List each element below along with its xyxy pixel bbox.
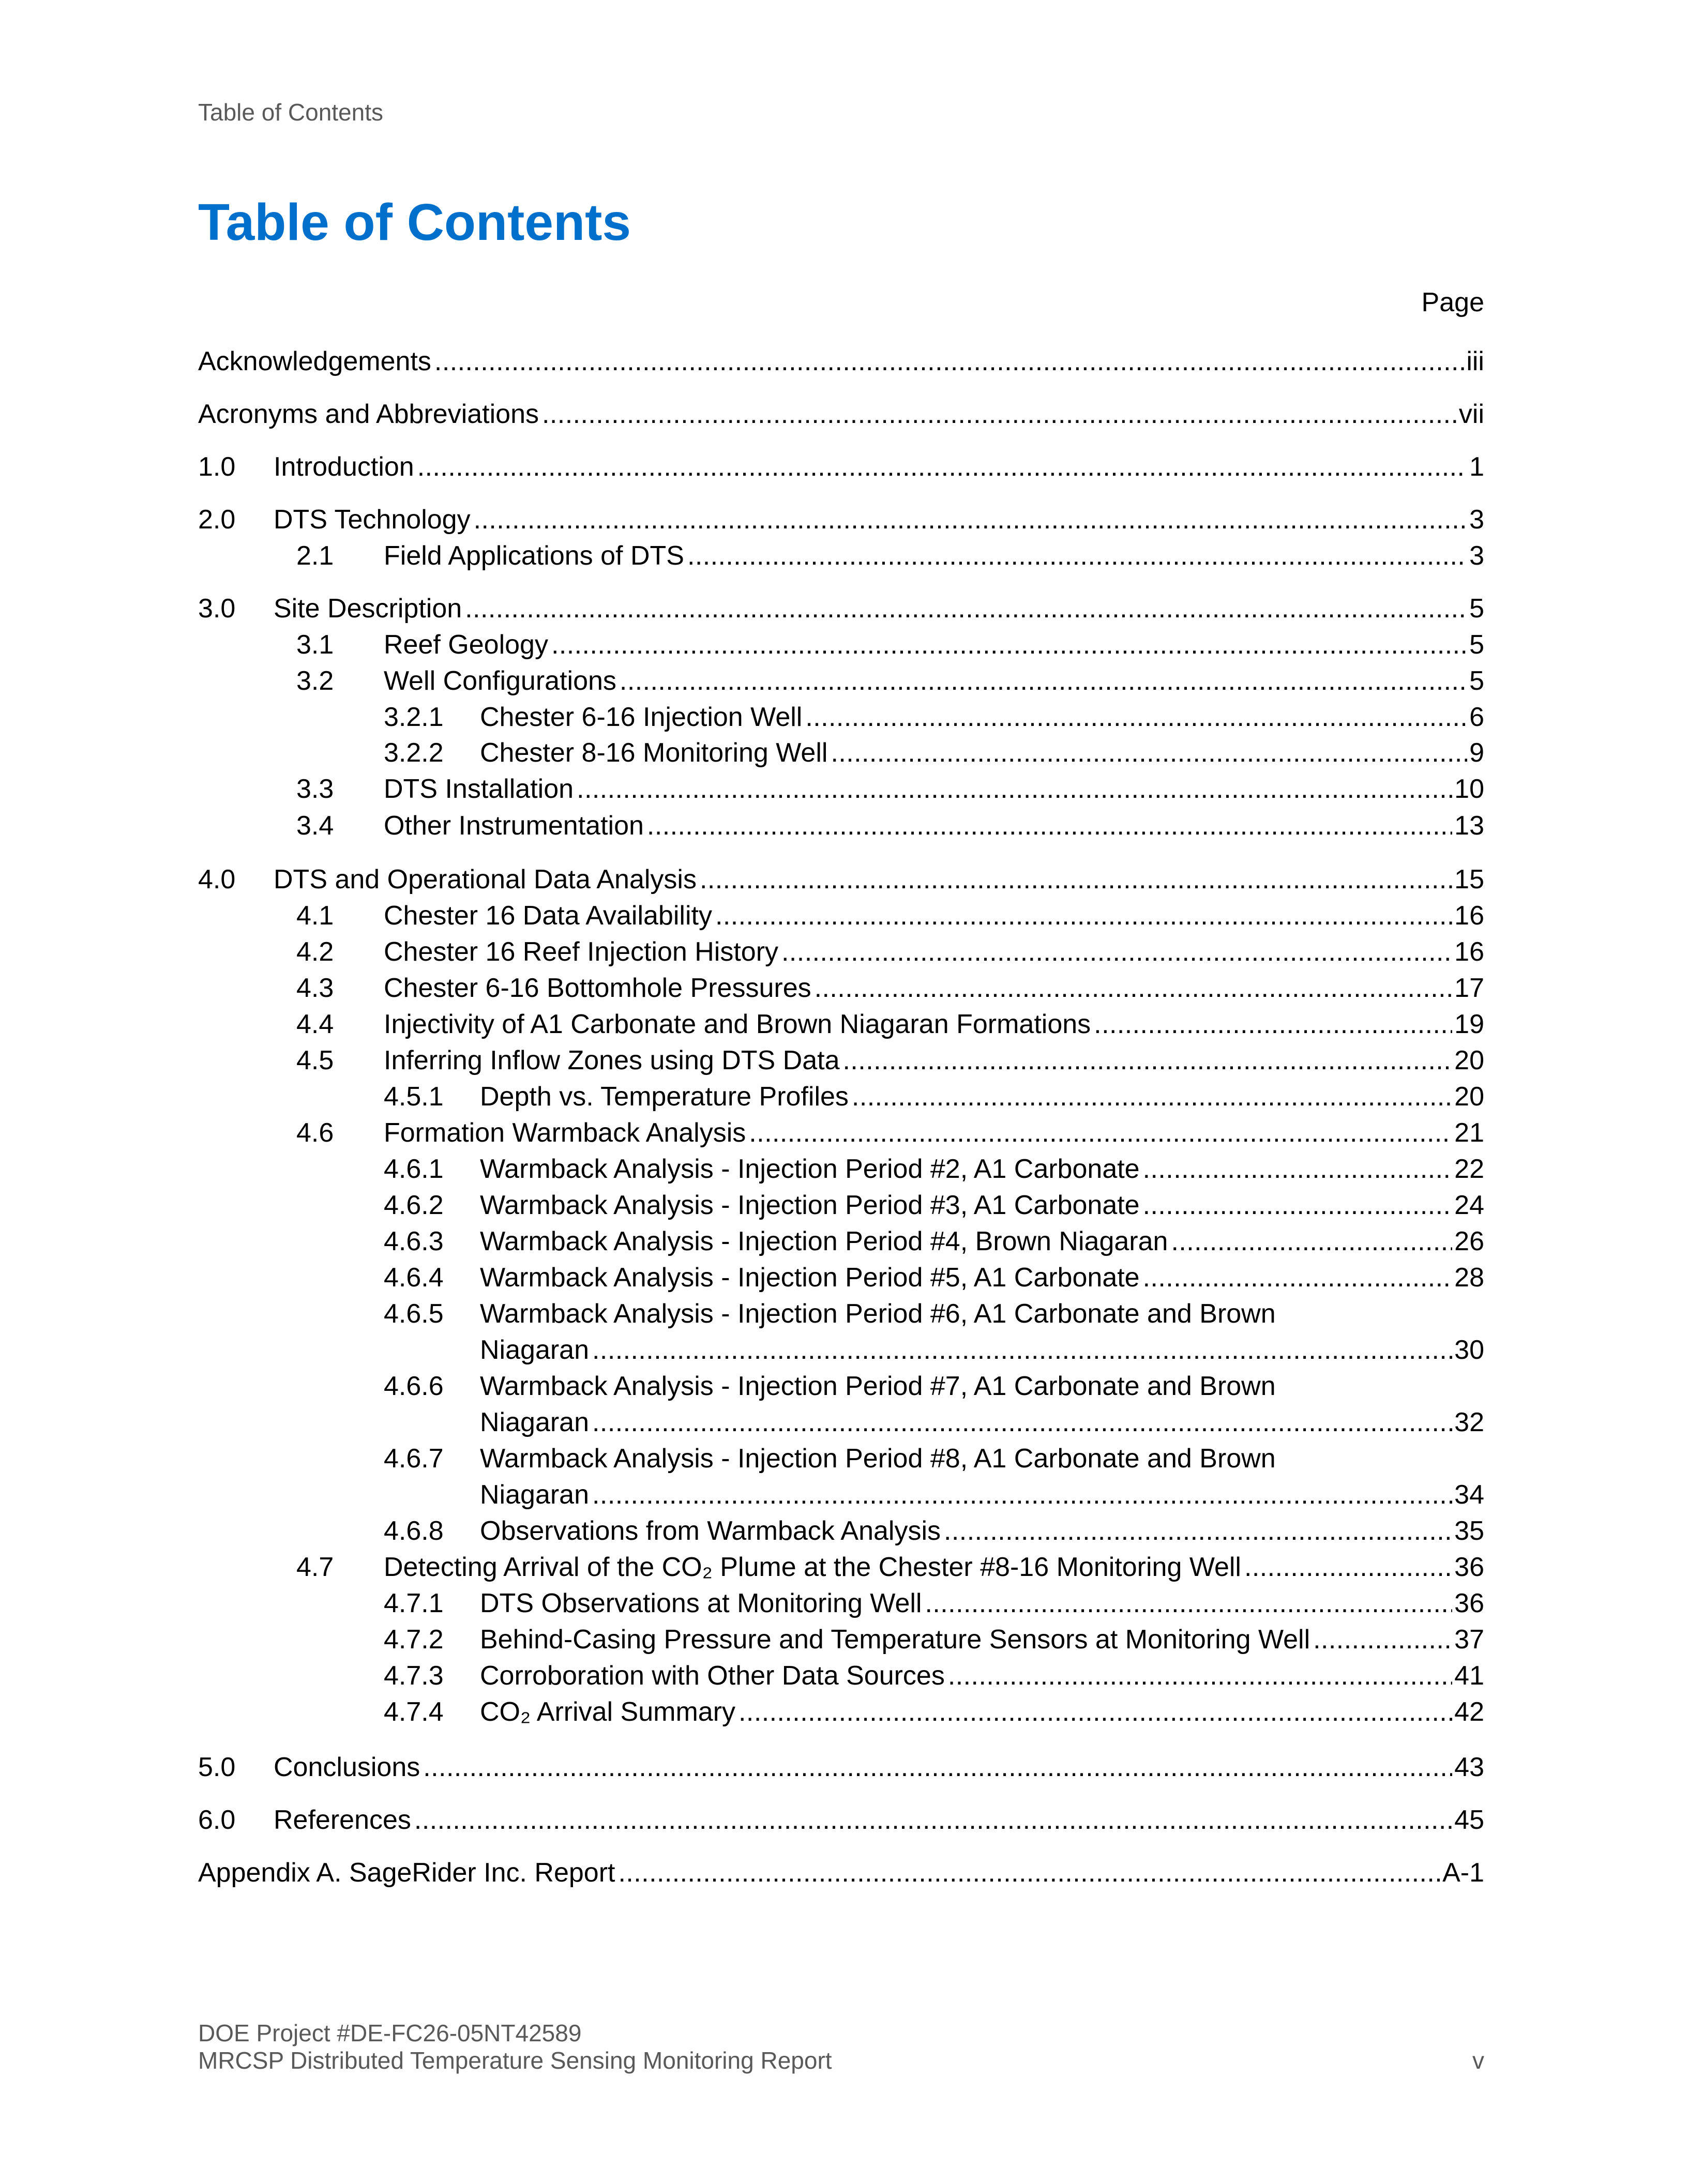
toc-entry[interactable] bbox=[198, 863, 1484, 896]
toc-entry-label[interactable]: Inferring Inflow Zones using DTS Data bbox=[384, 1044, 843, 1076]
footer-project-text: DOE Project #DE-FC26-05NT42589 bbox=[198, 2020, 582, 2046]
toc-entry[interactable] bbox=[198, 665, 1484, 697]
toc-entry[interactable] bbox=[198, 593, 1484, 625]
toc-entry-label[interactable]: Field Applications of DTS bbox=[384, 540, 687, 572]
toc-entry[interactable] bbox=[198, 1370, 1484, 1402]
dot-leader bbox=[781, 936, 1452, 968]
dot-leader bbox=[592, 1479, 1452, 1511]
toc-entry[interactable] bbox=[198, 1660, 1484, 1692]
toc-entry-label[interactable]: Behind-Casing Pressure and Temperature Sensors at Monitoring Well bbox=[480, 1624, 1313, 1656]
toc-entry-number: 3.0 bbox=[198, 594, 236, 624]
toc-entry-page[interactable]: 20 bbox=[1454, 1045, 1484, 1075]
toc-entry[interactable] bbox=[198, 1081, 1484, 1113]
toc-entry-number: 4.6.8 bbox=[384, 1516, 444, 1546]
toc-entry[interactable] bbox=[198, 1624, 1484, 1656]
toc-entry-page[interactable]: 42 bbox=[1454, 1697, 1484, 1727]
toc-entry-label[interactable]: Warmback Analysis - Injection Period #8, A1 Carbonate and Brown bbox=[480, 1443, 1279, 1475]
dot-leader bbox=[474, 504, 1467, 536]
toc-entry-page[interactable]: 32 bbox=[1454, 1407, 1484, 1437]
toc-entry-page[interactable]: vii bbox=[1458, 399, 1484, 429]
toc-entry-number: 4.7.2 bbox=[384, 1625, 444, 1655]
toc-entry-page[interactable]: 10 bbox=[1454, 774, 1484, 804]
toc-entry-page[interactable]: 5 bbox=[1469, 666, 1484, 696]
toc-entry-number: 4.7 bbox=[296, 1552, 334, 1582]
dot-leader bbox=[1143, 1189, 1453, 1221]
toc-entry-label[interactable]: Corroboration with Other Data Sources bbox=[480, 1660, 948, 1692]
toc-entry-number: 3.1 bbox=[296, 630, 334, 660]
toc-entry-label[interactable]: Chester 16 Data Availability bbox=[384, 900, 715, 932]
toc-entry-page[interactable]: 3 bbox=[1469, 505, 1484, 535]
toc-entry-page[interactable]: iii bbox=[1466, 346, 1484, 376]
toc-entry-label[interactable]: Other Instrumentation bbox=[384, 810, 647, 842]
toc-entry-page[interactable]: 1 bbox=[1469, 452, 1484, 482]
toc-entry[interactable] bbox=[198, 629, 1484, 661]
toc-entry-label[interactable]: DTS Installation bbox=[384, 773, 577, 805]
toc-entry-number: 4.6.7 bbox=[384, 1444, 444, 1474]
dot-leader bbox=[1313, 1624, 1452, 1656]
toc-entry[interactable] bbox=[198, 1696, 1484, 1728]
toc-entry-number: 4.7.3 bbox=[384, 1661, 444, 1691]
toc-entry-number: 2.0 bbox=[198, 505, 236, 535]
dot-leader bbox=[620, 665, 1467, 697]
dot-leader bbox=[1171, 1225, 1452, 1257]
toc-entry-label[interactable]: Niagaran bbox=[480, 1406, 592, 1438]
toc-entry-number: 3.2 bbox=[296, 666, 334, 696]
toc-entry-page[interactable]: 21 bbox=[1454, 1118, 1484, 1148]
dot-leader bbox=[944, 1515, 1452, 1547]
toc-entry[interactable] bbox=[198, 504, 1484, 536]
toc-entry-number: 4.5.1 bbox=[384, 1082, 444, 1112]
dot-leader bbox=[948, 1660, 1452, 1692]
toc-entry[interactable] bbox=[198, 451, 1484, 483]
toc-entry-label[interactable]: Chester 6-16 Bottomhole Pressures bbox=[384, 972, 815, 1004]
toc-entry-page[interactable]: 45 bbox=[1454, 1805, 1484, 1835]
toc-entry-number: 1.0 bbox=[198, 452, 236, 482]
dot-leader bbox=[647, 810, 1452, 842]
toc-entry-page[interactable]: 35 bbox=[1454, 1516, 1484, 1546]
toc-entry-number: 3.2.1 bbox=[384, 702, 444, 732]
toc-entry-number: 4.3 bbox=[296, 973, 334, 1003]
toc-entry-page[interactable]: 17 bbox=[1454, 973, 1484, 1003]
toc-entry[interactable] bbox=[198, 1804, 1484, 1836]
dot-leader bbox=[465, 593, 1467, 625]
toc-entry-page[interactable]: 28 bbox=[1454, 1263, 1484, 1293]
dot-leader bbox=[739, 1696, 1452, 1728]
toc-entry-label[interactable]: Warmback Analysis - Injection Period #6, A1 Carbonate and Brown bbox=[480, 1298, 1279, 1330]
dot-leader bbox=[749, 1117, 1452, 1149]
toc-entry[interactable] bbox=[198, 1008, 1484, 1040]
toc-entry[interactable] bbox=[198, 398, 1484, 430]
toc-entry-page[interactable]: 19 bbox=[1454, 1009, 1484, 1039]
toc-entry[interactable] bbox=[198, 1857, 1484, 1889]
dot-leader bbox=[577, 773, 1452, 805]
toc-entry-page[interactable]: 34 bbox=[1454, 1480, 1484, 1510]
toc-entry[interactable] bbox=[198, 1044, 1484, 1076]
footer-project bbox=[198, 2019, 1484, 2047]
toc-entry-page[interactable]: 5 bbox=[1469, 630, 1484, 660]
toc-entry-label[interactable]: References bbox=[274, 1804, 414, 1836]
toc-entry-number: 4.6.4 bbox=[384, 1263, 444, 1293]
toc-entry-label[interactable]: Warmback Analysis - Injection Period #4, Brown Niagaran bbox=[480, 1225, 1171, 1257]
toc-entry[interactable] bbox=[198, 1515, 1484, 1547]
toc-entry-label[interactable]: DTS Observations at Monitoring Well bbox=[480, 1587, 925, 1619]
toc-entry-label[interactable]: Site Description bbox=[274, 593, 465, 625]
toc-entry-number: 4.2 bbox=[296, 937, 334, 967]
dot-leader bbox=[843, 1044, 1453, 1076]
toc-entry-number: 4.6.5 bbox=[384, 1299, 444, 1329]
toc-entry-number: 4.7.4 bbox=[384, 1697, 444, 1727]
dot-leader bbox=[592, 1334, 1452, 1366]
dot-leader bbox=[414, 1804, 1452, 1836]
toc-entry-page[interactable]: 16 bbox=[1454, 937, 1484, 967]
footer-page-number: v bbox=[1472, 2047, 1484, 2074]
dot-leader bbox=[715, 900, 1452, 932]
toc-entry-label[interactable]: Introduction bbox=[274, 451, 417, 483]
toc-entry-page[interactable]: A-1 bbox=[1442, 1858, 1484, 1888]
dot-leader bbox=[618, 1857, 1440, 1889]
page-title: Table of Contents bbox=[198, 193, 631, 251]
toc-entry-page[interactable]: 16 bbox=[1454, 901, 1484, 931]
toc-entry-label[interactable]: CO₂ Arrival Summary bbox=[480, 1696, 739, 1728]
toc-entry-page[interactable]: 6 bbox=[1469, 702, 1484, 732]
toc-entry[interactable] bbox=[198, 1153, 1484, 1185]
toc-entry-number: 3.4 bbox=[296, 811, 334, 841]
toc-entry-label[interactable]: Formation Warmback Analysis bbox=[384, 1117, 749, 1149]
toc-entry[interactable] bbox=[198, 1189, 1484, 1221]
dot-leader bbox=[551, 629, 1467, 661]
toc-entry-page[interactable]: 26 bbox=[1454, 1226, 1484, 1256]
toc-entry[interactable] bbox=[198, 1334, 1484, 1366]
toc-entry-label[interactable]: Depth vs. Temperature Profiles bbox=[480, 1081, 852, 1113]
dot-leader bbox=[700, 863, 1452, 896]
toc-entry-label[interactable]: Appendix A. SageRider Inc. Report bbox=[198, 1857, 618, 1889]
toc-entry[interactable] bbox=[198, 1551, 1484, 1583]
toc-entry-page[interactable]: 15 bbox=[1454, 865, 1484, 894]
toc-entry-label[interactable]: Chester 8-16 Monitoring Well bbox=[480, 737, 831, 769]
toc-entry-label[interactable]: Niagaran bbox=[480, 1479, 592, 1511]
dot-leader bbox=[925, 1587, 1452, 1619]
toc-entry[interactable] bbox=[198, 810, 1484, 842]
toc-entry-label[interactable]: Warmback Analysis - Injection Period #5, A1 Carbonate bbox=[480, 1262, 1143, 1294]
toc-entry-label[interactable]: Observations from Warmback Analysis bbox=[480, 1515, 944, 1547]
dot-leader bbox=[1143, 1262, 1453, 1294]
toc-entry-number: 3.2.2 bbox=[384, 738, 444, 768]
dot-leader bbox=[1143, 1153, 1453, 1185]
toc-entry-label[interactable]: DTS Technology bbox=[274, 504, 474, 536]
dot-leader bbox=[542, 398, 1457, 430]
toc-entry[interactable] bbox=[198, 1587, 1484, 1619]
toc-entry-number: 4.4 bbox=[296, 1009, 334, 1039]
footer-report bbox=[198, 2046, 1484, 2074]
dot-leader bbox=[687, 540, 1467, 572]
toc-entry-number: 5.0 bbox=[198, 1752, 236, 1782]
dot-leader bbox=[417, 451, 1467, 483]
toc-entry-label[interactable]: Warmback Analysis - Injection Period #7, A1 Carbonate and Brown bbox=[480, 1370, 1279, 1402]
toc-entry-label[interactable]: Reef Geology bbox=[384, 629, 551, 661]
toc-entry-label[interactable]: Detecting Arrival of the CO₂ Plume at the Chester #8-16 Monitoring Well bbox=[384, 1551, 1244, 1583]
toc-entry-number: 4.5 bbox=[296, 1045, 334, 1075]
toc-entry-page[interactable]: 41 bbox=[1454, 1661, 1484, 1691]
toc-entry[interactable] bbox=[198, 540, 1484, 572]
toc-entry-page[interactable]: 13 bbox=[1454, 811, 1484, 841]
toc-entry-number: 4.6.1 bbox=[384, 1154, 444, 1184]
toc-entry-number: 4.6.2 bbox=[384, 1190, 444, 1220]
toc-entry-number: 4.6.3 bbox=[384, 1226, 444, 1256]
dot-leader bbox=[434, 345, 1464, 377]
toc-entry[interactable] bbox=[198, 900, 1484, 932]
toc-entry-number: 4.1 bbox=[296, 901, 334, 931]
toc-entry[interactable] bbox=[198, 1117, 1484, 1149]
toc-entry-page[interactable]: 30 bbox=[1454, 1335, 1484, 1365]
toc-entry-number: 4.0 bbox=[198, 865, 236, 894]
dot-leader bbox=[592, 1406, 1452, 1438]
toc-entry[interactable] bbox=[198, 773, 1484, 805]
toc-entry[interactable] bbox=[198, 1406, 1484, 1438]
dot-leader bbox=[423, 1751, 1452, 1783]
toc-entry-label[interactable]: Chester 6-16 Injection Well bbox=[480, 701, 805, 733]
toc-entry-number: 4.6.6 bbox=[384, 1371, 444, 1401]
toc-entry-page[interactable]: 37 bbox=[1454, 1625, 1484, 1655]
toc-entry[interactable] bbox=[198, 1443, 1484, 1475]
dot-leader bbox=[852, 1081, 1452, 1113]
toc-entry-label[interactable]: Chester 16 Reef Injection History bbox=[384, 936, 781, 968]
toc-entry-label[interactable]: Niagaran bbox=[480, 1334, 592, 1366]
toc-entry-page[interactable]: 5 bbox=[1469, 594, 1484, 624]
toc-entry[interactable] bbox=[198, 936, 1484, 968]
toc-entry[interactable] bbox=[198, 1262, 1484, 1294]
dot-leader bbox=[815, 972, 1453, 1004]
toc-entry[interactable] bbox=[198, 345, 1484, 377]
toc-entry-page[interactable]: 36 bbox=[1454, 1552, 1484, 1582]
dot-leader bbox=[1244, 1551, 1452, 1583]
page-column-label: Page bbox=[1421, 287, 1484, 317]
toc-entry[interactable] bbox=[198, 737, 1484, 769]
toc-entry-label[interactable]: Warmback Analysis - Injection Period #3, A1 Carbonate bbox=[480, 1189, 1143, 1221]
toc-entry[interactable] bbox=[198, 972, 1484, 1004]
toc-entry-number: 4.6 bbox=[296, 1118, 334, 1148]
toc-entry-page[interactable]: 22 bbox=[1454, 1154, 1484, 1184]
toc-entry-label[interactable]: Conclusions bbox=[274, 1751, 423, 1783]
dot-leader bbox=[805, 701, 1467, 733]
toc-entry-number: 3.3 bbox=[296, 774, 334, 804]
toc-entry-label[interactable]: Acronyms and Abbreviations bbox=[198, 398, 542, 430]
running-header: Table of Contents bbox=[198, 99, 384, 126]
toc-entry-number: 2.1 bbox=[296, 541, 334, 571]
toc-entry-page[interactable]: 3 bbox=[1469, 541, 1484, 571]
toc-entry[interactable] bbox=[198, 1298, 1484, 1330]
toc-entry-page[interactable]: 43 bbox=[1454, 1752, 1484, 1782]
toc-entry-label[interactable]: Warmback Analysis - Injection Period #2, A1 Carbonate bbox=[480, 1153, 1143, 1185]
toc-entry-page[interactable]: 9 bbox=[1469, 738, 1484, 768]
toc-entry-page[interactable]: 24 bbox=[1454, 1190, 1484, 1220]
toc-entry[interactable] bbox=[198, 1479, 1484, 1511]
toc-entry-label[interactable]: Injectivity of A1 Carbonate and Brown Niagaran Formations bbox=[384, 1008, 1094, 1040]
toc-entry-page[interactable]: 36 bbox=[1454, 1588, 1484, 1618]
toc-entry-label[interactable]: DTS and Operational Data Analysis bbox=[274, 863, 700, 896]
toc-entry-label[interactable]: Well Configurations bbox=[384, 665, 620, 697]
toc-entry[interactable] bbox=[198, 1225, 1484, 1257]
toc-entry[interactable] bbox=[198, 1751, 1484, 1783]
dot-leader bbox=[1094, 1008, 1452, 1040]
footer-report-text: MRCSP Distributed Temperature Sensing Monitoring Report bbox=[198, 2047, 832, 2074]
toc-entry-label[interactable]: Acknowledgements bbox=[198, 345, 434, 377]
toc-entry-number: 6.0 bbox=[198, 1805, 236, 1835]
dot-leader bbox=[831, 737, 1467, 769]
toc-entry[interactable] bbox=[198, 701, 1484, 733]
toc-entry-number: 4.7.1 bbox=[384, 1588, 444, 1618]
toc-entry-page[interactable]: 20 bbox=[1454, 1082, 1484, 1112]
